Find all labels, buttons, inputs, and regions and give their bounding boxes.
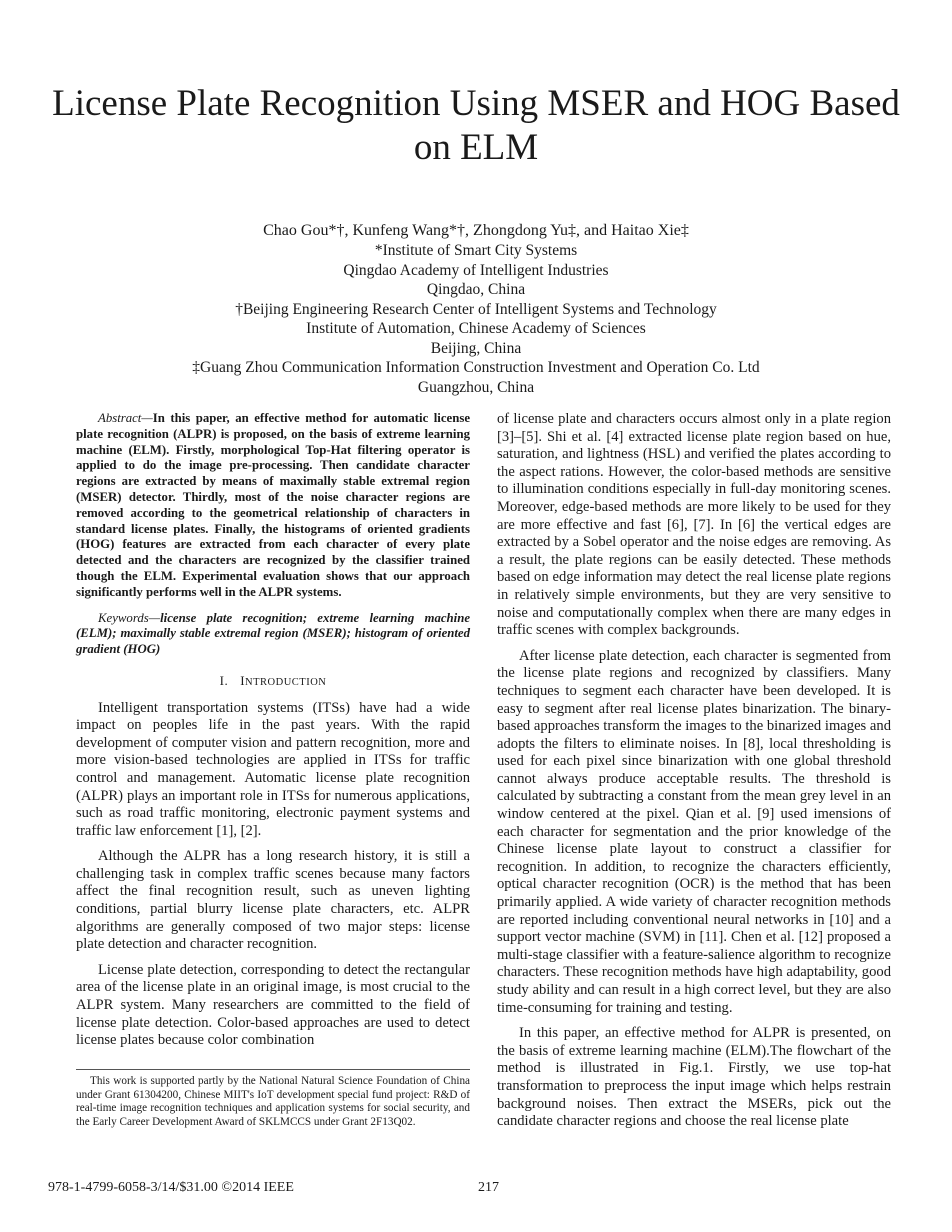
funding-footnote xyxy=(76,1069,470,1129)
paragraph: of license plate and characters occurs almost only in a plate region [3]–[5]. Shi et al. [4] extracted license plate region based on hue, saturation, and lightness (HSL) and verified the plates according to the aspect rations. However, the color-based methods are sensitive to illumination conditions especially in full-day monitoring scenes. Moreover, edge-based methods are more likely to be used for they are more effective and fast [6], [7]. In [6] the vertical edges are extracted by a Sobel operator and the noise edges are removing. As a result, the plate regions can be easily detected. These methods based on edge information may detect the real license plate regions in relatively simple environments, but they are very sensitive to noise and computationally complex when there are many edges in traffic scenes with complex backgrounds. xyxy=(497,411,891,639)
paragraph: In this paper, an effective method for ALPR is presented, on the basis of extreme learning machine (ELM).The flowchart of the method is illustrated in Fig.1. Firstly, we use top-hat transformation to preprocess the input image which helps restrain background noises. Then extract the MSERs, pick out the candidate character regions and choose the real license plate xyxy=(497,1025,891,1130)
keywords-lead: Keywords— xyxy=(98,610,161,625)
keywords-text: license plate recognition; extreme learning machine (ELM); maximally stable extremal region (MSER); histogram of oriented gradient (HOG) xyxy=(76,610,470,657)
affiliation-line: Institute of Automation, Chinese Academy of Sciences xyxy=(306,320,646,337)
affiliation-line: Guangzhou, China xyxy=(417,378,535,396)
section-title-rest: NTRODUCTION xyxy=(245,676,327,688)
paragraph: Although the ALPR has a long research history, it is still a challenging task in complex traffic scenes because many factors affect the final recognition result, such as uneven lighting conditions, partial blurry license plate characters, etc. ALPR algorithms are generally composed of two major steps: license plate detection and character recognition. xyxy=(76,848,470,953)
abstract-text: In this paper, an effective method for automatic license plate recognition (ALPR) is proposed, on the basis of extreme learning machine (ELM). Firstly, morphological Top-Hat filtering operator is applied to do the image pre-processing. Then candidate character regions are extracted by means of maximally stable extremal region (MSER) detector. Thirdly, most of the noise character regions are removed according to the geometrical relationship of characters in standard license plates. Finally, the histograms of oriented gradients (HOG) features are extracted from each character of every plate detected and the characters are recognized by the classifier trained though the ELM. Experimental evaluation shows that our approach significantly performs well in the ALPR systems. xyxy=(76,411,470,599)
author-block xyxy=(40,221,912,397)
affiliation-line: ‡Guang Zhou Communication Information Construction Investment and Operation Co. Ltd xyxy=(192,359,760,376)
section-heading-introduction xyxy=(76,672,470,692)
paragraph: License plate detection, corresponding to detect the rectangular area of the license plate in an original image, is most crucial to the ALPR system. Many researchers are committed to the field of license plate detection. Color-based approaches are used to detect license plates because color combination xyxy=(76,961,470,1049)
section-initial: I xyxy=(240,672,246,688)
affiliation-line: *Institute of Smart City Systems xyxy=(374,242,578,259)
abstract xyxy=(76,411,470,601)
affiliation-line: Qingdao, China xyxy=(426,281,526,298)
right-column xyxy=(497,411,891,1139)
section-number: I. xyxy=(219,672,229,688)
abstract-lead: Abstract— xyxy=(98,411,153,425)
paragraph: After license plate detection, each character is segmented from the license plate regions and recognized by classifiers. Many techniques to segment each character have been developed. It is easy to segment after real license plates binarization. The binary-based approaches transform the images to the binarized images and adopts the filters to eliminate noises. In [8], local thresholding is used for each pixel since binarization with one global threshold cannot always produce acceptable results. The threshold is calculated by subtracting a constant from the mean grey level in an window centered at the pixel. Qian et al. [9] used imensions of each character for segmentation and the prior knowledge of the Chinese license plate layout to construct a classifier for recognition. In addition, to recognize the characters efficiently, optical character recognition (OCR) is the method that has been primarily applied. A wide variety of character recognition methods are reported including conventional neural networks in [10] and a support vector machine (SVM) in [11]. Chen et al. [12] proposed a multi-stage classifier with a feature-salience algorithm to recognize characters. These recognition methods have high adaptability, good study ability and can result in a high correct level, but they are also time-consuming for training and testing. xyxy=(497,647,891,1016)
affiliation-line: †Beijing Engineering Research Center of Intelligent Systems and Technology xyxy=(235,300,717,318)
affiliation-line: Beijing, China xyxy=(430,339,522,357)
page-number: 217 xyxy=(478,1180,499,1195)
affiliation-line: Qingdao Academy of Intelligent Industries xyxy=(343,261,609,279)
left-column xyxy=(76,411,470,1058)
author-names: Chao Gou*†, Kunfeng Wang*†, Zhongdong Yu‡, and Haitao Xie‡ xyxy=(263,222,689,239)
isbn-copyright: 978-1-4799-6058-3/14/$31.00 ©2014 IEEE xyxy=(48,1180,294,1195)
paragraph: Intelligent transportation systems (ITSs) have had a wide impact on peoples life in the past years. With the rapid development of computer vision and pattern recognition, more and more vision-based technologies are applied in ITSs for traffic control and management. Automatic license plate recognition (ALPR) plays an important role in ITSs for numerous applications, such as road traffic monitoring, electronic payment systems and traffic law enforcement [1], [2]. xyxy=(76,699,470,839)
footnote-text: This work is supported partly by the National Natural Science Foundation of China under Grant 61304200, Chinese MIIT's IoT development special fund project: R&D of real-time image recognition techniques and application systems for social security, and the Early Career Development Award of SKLMCCS under Grant 2F13Q02. xyxy=(76,1075,470,1128)
paper-title: License Plate Recognition Using MSER and HOG Based on ELM xyxy=(52,83,900,168)
keywords xyxy=(76,611,470,658)
